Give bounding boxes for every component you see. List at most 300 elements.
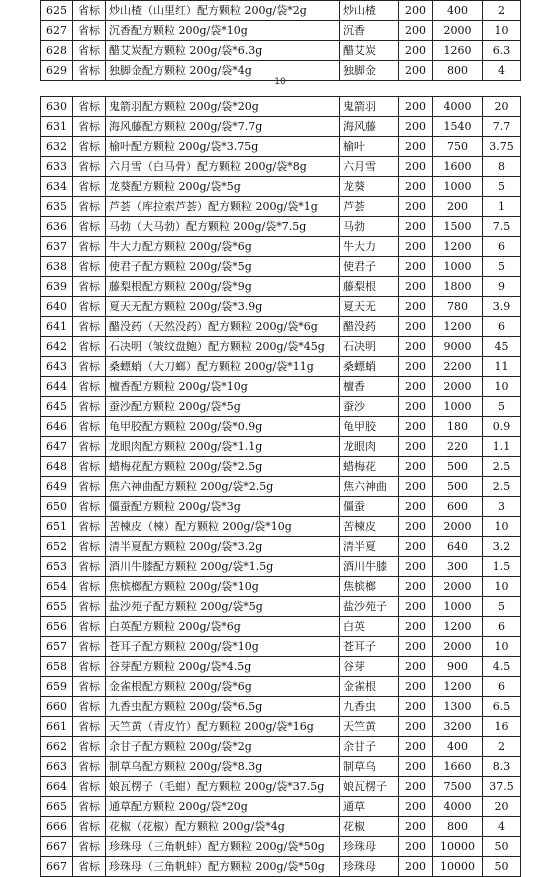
cell-product-spec: 天竺黄（青皮竹）配方颗粒 200g/袋*16g [106, 717, 340, 737]
cell-qty: 200 [399, 597, 433, 617]
cell-product-spec: 芦荟（库拉索芦荟）配方颗粒 200g/袋*1g [106, 197, 340, 217]
cell-index: 641 [41, 317, 73, 337]
cell-total: 1500 [433, 217, 483, 237]
cell-standard: 省标 [73, 177, 106, 197]
cell-unit: 10 [483, 577, 521, 597]
cell-unit: 2.5 [483, 477, 521, 497]
cell-product-spec: 九香虫配方颗粒 200g/袋*6.5g [106, 697, 340, 717]
cell-unit: 37.5 [483, 777, 521, 797]
cell-total: 9000 [433, 337, 483, 357]
cell-qty: 200 [399, 657, 433, 677]
cell-name: 炒山楂 [340, 1, 399, 21]
cell-standard: 省标 [73, 357, 106, 377]
cell-index: 657 [41, 637, 73, 657]
table-row [41, 397, 521, 417]
cell-name: 藤梨根 [340, 277, 399, 297]
cell-standard: 省标 [73, 797, 106, 817]
cell-name: 焦六神曲 [340, 477, 399, 497]
table-row [41, 757, 521, 777]
cell-product-spec: 炒山楂（山里红）配方颗粒 200g/袋*2g [106, 1, 340, 21]
table-row [41, 357, 521, 377]
cell-index: 655 [41, 597, 73, 617]
cell-qty: 200 [399, 237, 433, 257]
cell-index: 636 [41, 217, 73, 237]
cell-total: 10000 [433, 857, 483, 877]
cell-index: 648 [41, 457, 73, 477]
cell-product-spec: 苍耳子配方颗粒 200g/袋*10g [106, 637, 340, 657]
cell-total: 500 [433, 477, 483, 497]
cell-name: 珍珠母 [340, 857, 399, 877]
cell-qty: 200 [399, 437, 433, 457]
table-row [41, 277, 521, 297]
table-row [41, 157, 521, 177]
cell-qty: 200 [399, 397, 433, 417]
cell-standard: 省标 [73, 437, 106, 457]
cell-total: 4000 [433, 797, 483, 817]
cell-standard: 省标 [73, 397, 106, 417]
cell-total: 4000 [433, 97, 483, 117]
cell-product-spec: 桑螵蛸（大刀螂）配方颗粒 200g/袋*11g [106, 357, 340, 377]
cell-product-spec: 余甘子配方颗粒 200g/袋*2g [106, 737, 340, 757]
cell-standard: 省标 [73, 277, 106, 297]
cell-index: 627 [41, 21, 73, 41]
cell-index: 650 [41, 497, 73, 517]
cell-index: 637 [41, 237, 73, 257]
cell-product-spec: 金雀根配方颗粒 200g/袋*6g [106, 677, 340, 697]
cell-unit: 1 [483, 197, 521, 217]
cell-qty: 200 [399, 357, 433, 377]
cell-qty: 200 [399, 537, 433, 557]
cell-qty: 200 [399, 157, 433, 177]
cell-standard: 省标 [73, 237, 106, 257]
cell-product-spec: 盐沙苑子配方颗粒 200g/袋*5g [106, 597, 340, 617]
cell-product-spec: 苦楝皮（楝）配方颗粒 200g/袋*10g [106, 517, 340, 537]
cell-name: 使君子 [340, 257, 399, 277]
table-row [41, 697, 521, 717]
cell-unit: 10 [483, 377, 521, 397]
cell-standard: 省标 [73, 737, 106, 757]
cell-name: 金雀根 [340, 677, 399, 697]
table-row [41, 117, 521, 137]
cell-unit: 3.9 [483, 297, 521, 317]
cell-standard: 省标 [73, 117, 106, 137]
cell-product-spec: 牛大力配方颗粒 200g/袋*6g [106, 237, 340, 257]
cell-product-spec: 珍珠母（三角帆蚌）配方颗粒 200g/袋*50g [106, 857, 340, 877]
table-row [41, 797, 521, 817]
cell-total: 1200 [433, 317, 483, 337]
cell-total: 780 [433, 297, 483, 317]
cell-qty: 200 [399, 857, 433, 877]
cell-qty: 200 [399, 497, 433, 517]
cell-name: 通草 [340, 797, 399, 817]
cell-name: 蜡梅花 [340, 457, 399, 477]
cell-qty: 200 [399, 257, 433, 277]
table-row [41, 417, 521, 437]
cell-name: 制草乌 [340, 757, 399, 777]
cell-total: 1000 [433, 597, 483, 617]
cell-index: 629 [41, 61, 73, 81]
cell-name: 桑螵蛸 [340, 357, 399, 377]
cell-qty: 200 [399, 417, 433, 437]
cell-unit: 4.5 [483, 657, 521, 677]
cell-standard: 省标 [73, 557, 106, 577]
cell-total: 640 [433, 537, 483, 557]
cell-qty: 200 [399, 317, 433, 337]
cell-standard: 省标 [73, 21, 106, 41]
cell-qty: 200 [399, 577, 433, 597]
cell-standard: 省标 [73, 617, 106, 637]
cell-index: 660 [41, 697, 73, 717]
cell-total: 7500 [433, 777, 483, 797]
cell-total: 200 [433, 197, 483, 217]
cell-unit: 1.1 [483, 437, 521, 457]
cell-total: 2200 [433, 357, 483, 377]
table-row [41, 177, 521, 197]
cell-product-spec: 通草配方颗粒 200g/袋*20g [106, 797, 340, 817]
cell-qty: 200 [399, 377, 433, 397]
cell-standard: 省标 [73, 577, 106, 597]
cell-qty: 200 [399, 837, 433, 857]
cell-standard: 省标 [73, 317, 106, 337]
cell-qty: 200 [399, 277, 433, 297]
cell-product-spec: 夏天无配方颗粒 200g/袋*3.9g [106, 297, 340, 317]
cell-qty: 200 [399, 117, 433, 137]
cell-unit: 10 [483, 21, 521, 41]
cell-standard: 省标 [73, 97, 106, 117]
cell-total: 1200 [433, 237, 483, 257]
cell-unit: 2 [483, 737, 521, 757]
cell-qty: 200 [399, 61, 433, 81]
cell-qty: 200 [399, 557, 433, 577]
cell-unit: 10 [483, 517, 521, 537]
cell-name: 白英 [340, 617, 399, 637]
cell-product-spec: 沉香配方颗粒 200g/袋*10g [106, 21, 340, 41]
cell-unit: 8 [483, 157, 521, 177]
cell-name: 榆叶 [340, 137, 399, 157]
cell-standard: 省标 [73, 457, 106, 477]
cell-total: 600 [433, 497, 483, 517]
cell-name: 醋艾炭 [340, 41, 399, 61]
cell-index: 642 [41, 337, 73, 357]
cell-total: 500 [433, 457, 483, 477]
cell-standard: 省标 [73, 297, 106, 317]
table-row [41, 21, 521, 41]
cell-product-spec: 僵蚕配方颗粒 200g/袋*3g [106, 497, 340, 517]
cell-total: 180 [433, 417, 483, 437]
cell-index: 661 [41, 717, 73, 737]
cell-qty: 200 [399, 137, 433, 157]
cell-total: 800 [433, 61, 483, 81]
cell-name: 盐沙苑子 [340, 597, 399, 617]
cell-product-spec: 焦六神曲配方颗粒 200g/袋*2.5g [106, 477, 340, 497]
cell-name: 牛大力 [340, 237, 399, 257]
cell-name: 天竺黄 [340, 717, 399, 737]
cell-index: 640 [41, 297, 73, 317]
cell-total: 800 [433, 817, 483, 837]
cell-standard: 省标 [73, 41, 106, 61]
cell-name: 石决明 [340, 337, 399, 357]
cell-unit: 4 [483, 61, 521, 81]
cell-standard: 省标 [73, 417, 106, 437]
cell-total: 2000 [433, 517, 483, 537]
cell-name: 鬼箭羽 [340, 97, 399, 117]
cell-unit: 5 [483, 597, 521, 617]
cell-total: 1600 [433, 157, 483, 177]
cell-name: 九香虫 [340, 697, 399, 717]
cell-standard: 省标 [73, 597, 106, 617]
cell-product-spec: 石决明（皱纹盘鲍）配方颗粒 200g/袋*45g [106, 337, 340, 357]
table-row [41, 737, 521, 757]
table-row [41, 217, 521, 237]
cell-index: 652 [41, 537, 73, 557]
cell-name: 酒川牛膝 [340, 557, 399, 577]
cell-unit: 3.75 [483, 137, 521, 157]
cell-index: 631 [41, 117, 73, 137]
cell-product-spec: 谷芽配方颗粒 200g/袋*4.5g [106, 657, 340, 677]
cell-standard: 省标 [73, 717, 106, 737]
cell-qty: 200 [399, 297, 433, 317]
cell-name: 龟甲胶 [340, 417, 399, 437]
cell-index: 639 [41, 277, 73, 297]
page-number: 10 [274, 77, 286, 87]
cell-unit: 4 [483, 817, 521, 837]
table-row [41, 377, 521, 397]
cell-qty: 200 [399, 817, 433, 837]
table-row [41, 97, 521, 117]
cell-total: 1200 [433, 617, 483, 637]
cell-standard: 省标 [73, 497, 106, 517]
cell-unit: 50 [483, 857, 521, 877]
table-row [41, 317, 521, 337]
cell-qty: 200 [399, 717, 433, 737]
cell-index: 645 [41, 397, 73, 417]
cell-name: 蚕沙 [340, 397, 399, 417]
cell-total: 1540 [433, 117, 483, 137]
cell-standard: 省标 [73, 477, 106, 497]
table-row [41, 197, 521, 217]
cell-qty: 200 [399, 737, 433, 757]
cell-qty: 200 [399, 1, 433, 21]
cell-total: 1000 [433, 177, 483, 197]
table-row [41, 637, 521, 657]
cell-total: 1800 [433, 277, 483, 297]
cell-standard: 省标 [73, 757, 106, 777]
cell-product-spec: 清半夏配方颗粒 200g/袋*3.2g [106, 537, 340, 557]
cell-unit: 10 [483, 637, 521, 657]
cell-name: 谷芽 [340, 657, 399, 677]
cell-unit: 6 [483, 237, 521, 257]
cell-index: 625 [41, 1, 73, 21]
cell-name: 花椒 [340, 817, 399, 837]
cell-product-spec: 六月雪（白马骨）配方颗粒 200g/袋*8g [106, 157, 340, 177]
cell-standard: 省标 [73, 817, 106, 837]
cell-index: 666 [41, 817, 73, 837]
table-row [41, 817, 521, 837]
cell-standard: 省标 [73, 517, 106, 537]
cell-standard: 省标 [73, 537, 106, 557]
cell-standard: 省标 [73, 197, 106, 217]
cell-qty: 200 [399, 337, 433, 357]
table-row [41, 537, 521, 557]
cell-standard: 省标 [73, 1, 106, 21]
table-row [41, 297, 521, 317]
cell-unit: 5 [483, 257, 521, 277]
cell-name: 海风藤 [340, 117, 399, 137]
cell-total: 900 [433, 657, 483, 677]
cell-product-spec: 焦槟榔配方颗粒 200g/袋*10g [106, 577, 340, 597]
table-row [41, 477, 521, 497]
cell-index: 635 [41, 197, 73, 217]
cell-name: 苍耳子 [340, 637, 399, 657]
cell-standard: 省标 [73, 697, 106, 717]
cell-total: 2000 [433, 637, 483, 657]
cell-qty: 200 [399, 617, 433, 637]
cell-product-spec: 马勃（大马勃）配方颗粒 200g/袋*7.5g [106, 217, 340, 237]
cell-unit: 3 [483, 497, 521, 517]
cell-index: 633 [41, 157, 73, 177]
cell-name: 醋没药 [340, 317, 399, 337]
cell-index: 658 [41, 657, 73, 677]
table-row [41, 597, 521, 617]
cell-unit: 20 [483, 797, 521, 817]
cell-unit: 45 [483, 337, 521, 357]
cell-index: 667 [41, 837, 73, 857]
table-row [41, 677, 521, 697]
cell-standard: 省标 [73, 257, 106, 277]
cell-unit: 6.5 [483, 697, 521, 717]
cell-index: 663 [41, 757, 73, 777]
cell-standard: 省标 [73, 637, 106, 657]
cell-total: 1660 [433, 757, 483, 777]
cell-product-spec: 檀香配方颗粒 200g/袋*10g [106, 377, 340, 397]
cell-total: 220 [433, 437, 483, 457]
cell-unit: 7.5 [483, 217, 521, 237]
cell-unit: 6.3 [483, 41, 521, 61]
cell-qty: 200 [399, 97, 433, 117]
cell-product-spec: 独脚金配方颗粒 200g/袋*4g [106, 61, 340, 81]
table-row [41, 457, 521, 477]
cell-product-spec: 娘瓦楞子（毛蚶）配方颗粒 200g/袋*37.5g [106, 777, 340, 797]
cell-name: 珍珠母 [340, 837, 399, 857]
cell-name: 龙眼肉 [340, 437, 399, 457]
cell-standard: 省标 [73, 857, 106, 877]
cell-total: 1300 [433, 697, 483, 717]
cell-qty: 200 [399, 477, 433, 497]
table-row [41, 857, 521, 877]
cell-index: 643 [41, 357, 73, 377]
cell-qty: 200 [399, 457, 433, 477]
cell-index: 667 [41, 857, 73, 877]
cell-index: 646 [41, 417, 73, 437]
cell-product-spec: 蜡梅花配方颗粒 200g/袋*2.5g [106, 457, 340, 477]
cell-product-spec: 醋没药（天然没药）配方颗粒 200g/袋*6g [106, 317, 340, 337]
cell-index: 662 [41, 737, 73, 757]
cell-product-spec: 制草乌配方颗粒 200g/袋*8.3g [106, 757, 340, 777]
cell-standard: 省标 [73, 157, 106, 177]
cell-unit: 3.2 [483, 537, 521, 557]
cell-product-spec: 花椒（花椒）配方颗粒 200g/袋*4g [106, 817, 340, 837]
cell-unit: 16 [483, 717, 521, 737]
cell-index: 651 [41, 517, 73, 537]
cell-name: 苦楝皮 [340, 517, 399, 537]
cell-name: 僵蚕 [340, 497, 399, 517]
cell-product-spec: 鬼箭羽配方颗粒 200g/袋*20g [106, 97, 340, 117]
cell-qty: 200 [399, 637, 433, 657]
cell-name: 沉香 [340, 21, 399, 41]
cell-unit: 6 [483, 677, 521, 697]
cell-index: 654 [41, 577, 73, 597]
cell-name: 芦荟 [340, 197, 399, 217]
cell-unit: 5 [483, 177, 521, 197]
table-row [41, 717, 521, 737]
cell-index: 653 [41, 557, 73, 577]
table-row [41, 837, 521, 857]
cell-total: 400 [433, 737, 483, 757]
cell-qty: 200 [399, 697, 433, 717]
table-row [41, 257, 521, 277]
table-row [41, 497, 521, 517]
price-table-bottom [40, 96, 521, 877]
cell-product-spec: 藤梨根配方颗粒 200g/袋*9g [106, 277, 340, 297]
cell-qty: 200 [399, 517, 433, 537]
cell-total: 750 [433, 137, 483, 157]
cell-index: 656 [41, 617, 73, 637]
cell-qty: 200 [399, 41, 433, 61]
cell-product-spec: 龟甲胶配方颗粒 200g/袋*0.9g [106, 417, 340, 437]
cell-unit: 2 [483, 1, 521, 21]
cell-total: 3200 [433, 717, 483, 737]
cell-total: 400 [433, 1, 483, 21]
cell-unit: 1.5 [483, 557, 521, 577]
cell-unit: 7.7 [483, 117, 521, 137]
table-row [41, 617, 521, 637]
cell-name: 龙葵 [340, 177, 399, 197]
table-row [41, 437, 521, 457]
cell-index: 638 [41, 257, 73, 277]
table-row [41, 657, 521, 677]
cell-product-spec: 使君子配方颗粒 200g/袋*5g [106, 257, 340, 277]
table-row [41, 1, 521, 21]
cell-qty: 200 [399, 21, 433, 41]
cell-standard: 省标 [73, 677, 106, 697]
cell-name: 余甘子 [340, 737, 399, 757]
cell-total: 1200 [433, 677, 483, 697]
cell-total: 1260 [433, 41, 483, 61]
cell-index: 664 [41, 777, 73, 797]
cell-standard: 省标 [73, 657, 106, 677]
table-row [41, 237, 521, 257]
cell-name: 檀香 [340, 377, 399, 397]
cell-index: 632 [41, 137, 73, 157]
table-row [41, 137, 521, 157]
cell-index: 630 [41, 97, 73, 117]
cell-unit: 50 [483, 837, 521, 857]
cell-index: 634 [41, 177, 73, 197]
cell-unit: 11 [483, 357, 521, 377]
cell-standard: 省标 [73, 377, 106, 397]
cell-qty: 200 [399, 217, 433, 237]
cell-unit: 20 [483, 97, 521, 117]
cell-product-spec: 醋艾炭配方颗粒 200g/袋*6.3g [106, 41, 340, 61]
cell-index: 649 [41, 477, 73, 497]
table-row [41, 777, 521, 797]
cell-standard: 省标 [73, 137, 106, 157]
cell-index: 644 [41, 377, 73, 397]
cell-name: 夏天无 [340, 297, 399, 317]
cell-total: 2000 [433, 21, 483, 41]
cell-qty: 200 [399, 757, 433, 777]
cell-unit: 9 [483, 277, 521, 297]
